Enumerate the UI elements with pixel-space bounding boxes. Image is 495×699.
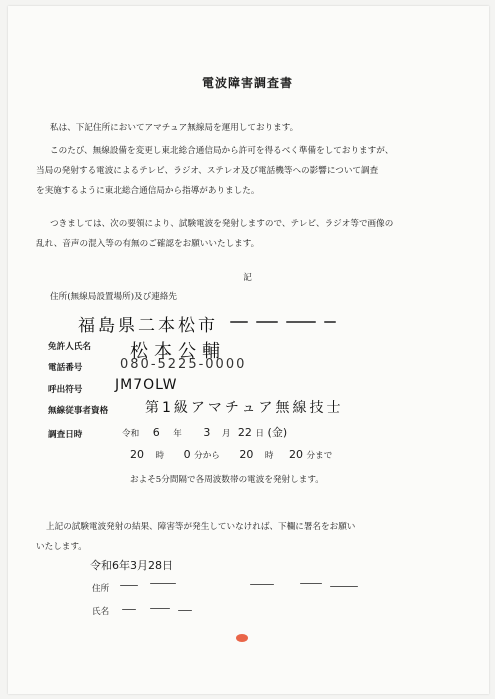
- request-paragraph: [36, 214, 461, 254]
- era: 令和: [122, 429, 140, 439]
- start-hour: 20: [130, 448, 144, 461]
- until-text: 分まで: [306, 451, 333, 461]
- closing-line: 上記の試験電波発射の結果、障害等が発生していなければ、下欄に署名をお願い: [46, 522, 356, 532]
- day: 22: [237, 426, 252, 439]
- address-handwriting-stroke: [286, 321, 316, 323]
- phone-value: 080-5225-0000: [120, 357, 247, 372]
- intro-paragraph: 私は、下記住所においてアマチュア無線局を運用しております。: [50, 123, 299, 133]
- signature-address-stroke: [150, 583, 176, 584]
- survey-time: [130, 448, 332, 461]
- address-heading: 住所(無線局設置場所)及び連絡先: [50, 292, 178, 302]
- explanation-line: 当局の発射する電波によるテレビ、ラジオ、ステレオ及び電話機等への影響について調査: [36, 166, 379, 176]
- callsign-label: 呼出符号: [48, 385, 83, 395]
- address-handwriting-stroke: [324, 321, 336, 323]
- explanation-line: このたび、無線設備を変更し東北総合通信局から許可を得るべく準備をしておりますが、: [50, 146, 394, 156]
- qualification-label: 無線従事者資格: [48, 406, 109, 416]
- month-unit: 月: [221, 429, 231, 439]
- closing-paragraph: [36, 517, 466, 557]
- ki-heading: 記: [243, 273, 252, 283]
- signature-address-stroke: [120, 585, 138, 586]
- end-hour-unit: 時: [264, 451, 274, 461]
- start-minute: 0: [183, 448, 191, 461]
- signature-address-stroke: [250, 584, 274, 585]
- weekday: (金): [267, 426, 288, 439]
- seal-stamp-mark: [236, 634, 248, 642]
- day-unit: 日: [255, 429, 265, 439]
- start-hour-unit: 時: [155, 451, 165, 461]
- signature-name-stroke: [122, 609, 136, 610]
- end-minute: 20: [289, 448, 304, 461]
- closing-line: いたします。: [36, 542, 87, 552]
- month: 3: [203, 426, 211, 439]
- address-handwriting-stroke: [230, 321, 248, 323]
- date-label: 調査日時: [48, 430, 83, 440]
- signature-address-label: 住所: [92, 584, 110, 594]
- licensee-value: 松本公輔: [130, 341, 226, 362]
- callsign-value: JM7OLW: [115, 377, 178, 393]
- licensee-label: 免許人氏名: [48, 342, 91, 352]
- survey-date: [122, 424, 287, 440]
- explanation-paragraph: [36, 141, 461, 201]
- signature-name-label: 氏名: [92, 607, 110, 617]
- signature-date: 令和6年3月28日: [90, 559, 173, 572]
- year: 6: [152, 426, 160, 439]
- interval-note: およそ5分間隔で各周波数帯の電波を発射します。: [130, 475, 324, 485]
- phone-label: 電話番号: [48, 363, 83, 373]
- signature-name-stroke: [178, 610, 192, 611]
- signature-name-stroke: [150, 608, 170, 609]
- document-title: 電波障害調査書: [201, 76, 293, 90]
- end-hour: 20: [239, 448, 254, 461]
- explanation-line: を実施するように東北総合通信局から指導がありました。: [36, 186, 260, 196]
- qualification-value: 第1級アマチュア無線技士: [145, 400, 344, 416]
- signature-address-stroke: [300, 583, 322, 584]
- request-line: 乱れ、音声の混入等の有無のご確認をお願いいたします。: [36, 239, 260, 249]
- request-line: つきましては、次の要領により、試験電波を発射しますので、テレビ、ラジオ等で画像の: [50, 219, 394, 229]
- address-value: 福島県二本松市: [78, 316, 218, 336]
- year-unit: 年: [173, 429, 182, 439]
- address-handwriting-stroke: [256, 321, 278, 323]
- from-text: 分から: [194, 451, 220, 461]
- signature-address-stroke: [330, 586, 358, 587]
